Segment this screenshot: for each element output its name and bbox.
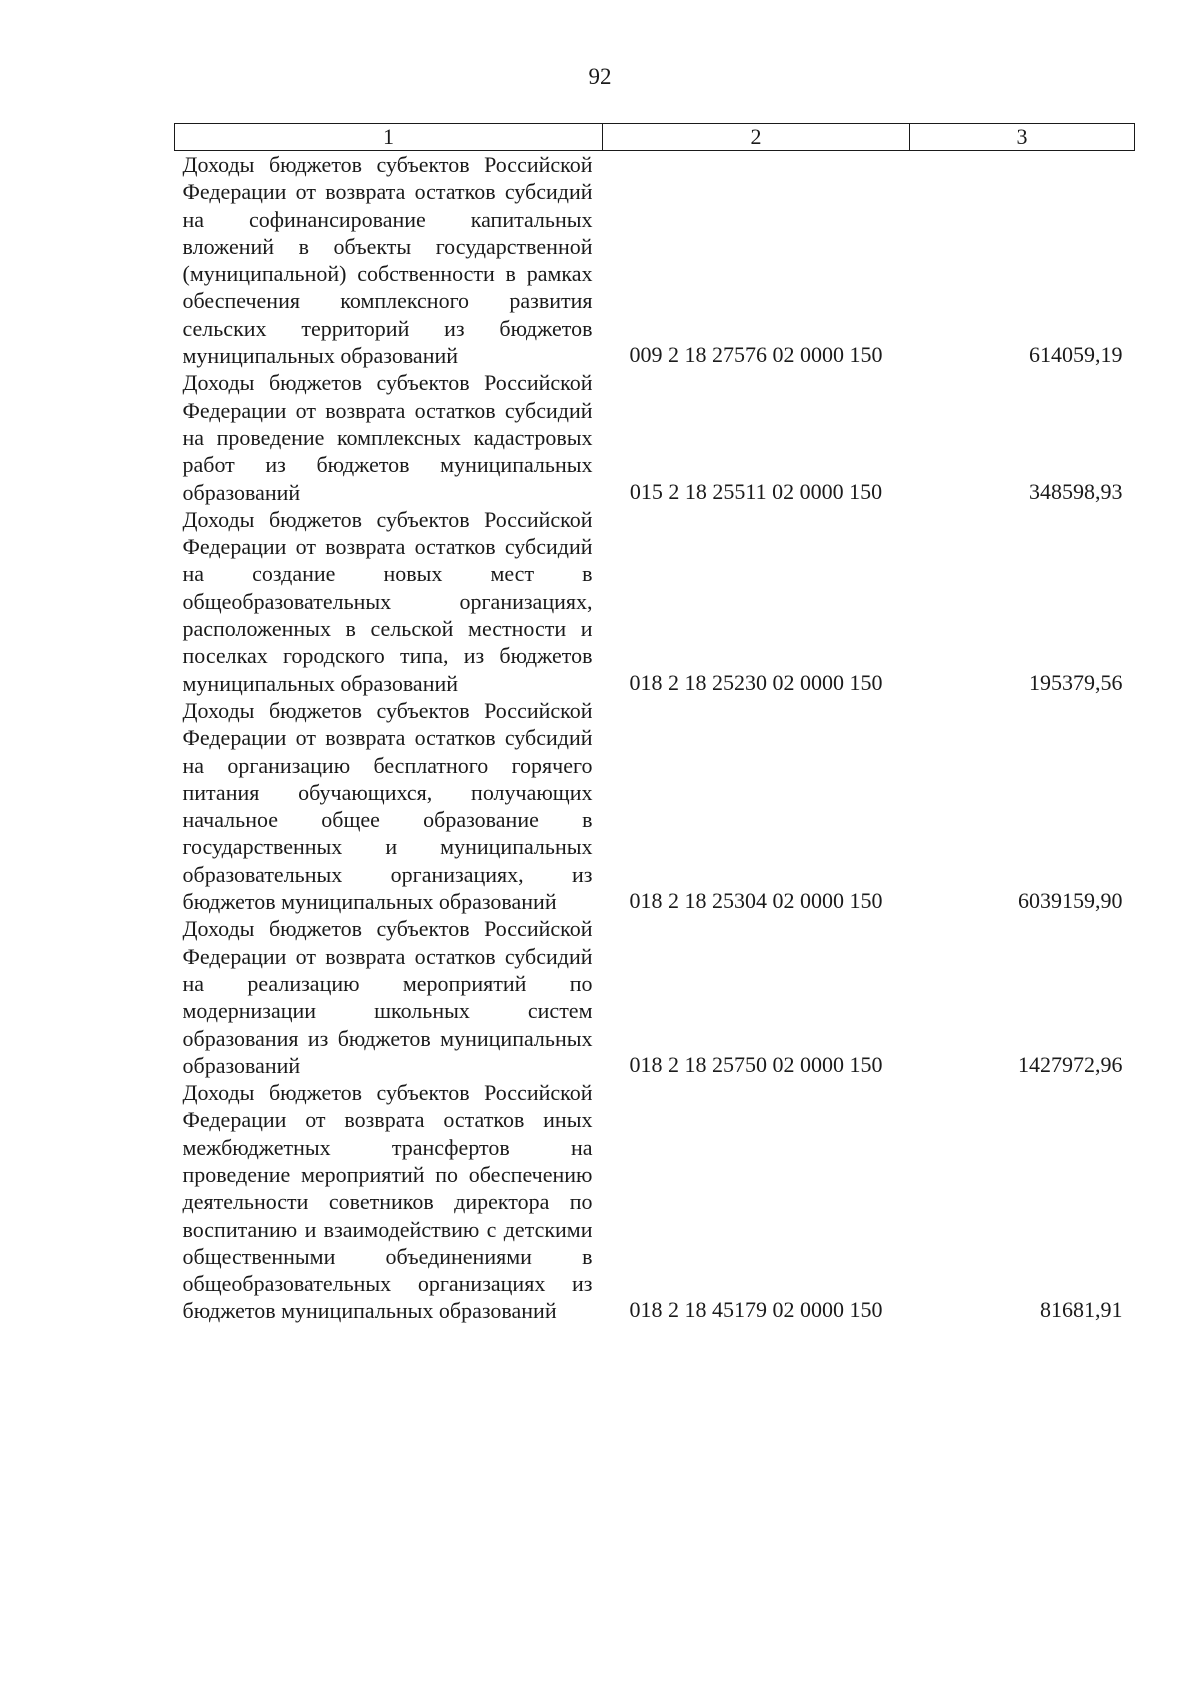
page-number: 92 (588, 64, 612, 89)
table-row (175, 1079, 1135, 1325)
row-description: Доходы бюджетов субъектов Российской Федерации от возврата остатков иных межбюджетных трансфертов на проведение мероприятий по обеспечению деятельности советников директора по воспитанию и взаимодействию с детскими общественными объединениями в общеобразовательных организациях из бюджетов муниципальных образований (182, 1080, 593, 1324)
row-amount: 348598,93 (1029, 478, 1123, 504)
table-row (175, 915, 1135, 1079)
row-budget-code: 015 2 18 25511 02 0000 150 (629, 478, 883, 504)
column-header-2: 2 (603, 124, 910, 151)
table-header-row (175, 124, 1135, 151)
table-row (175, 151, 1135, 370)
row-budget-code: 018 2 18 45179 02 0000 150 (629, 1297, 883, 1323)
row-description: Доходы бюджетов субъектов Российской Федерации от возврата остатков субсидий на проведение комплексных кадастровых работ из бюджетов муниципальных образований (182, 370, 593, 505)
row-amount: 1427972,96 (1018, 1051, 1123, 1077)
row-amount: 195379,56 (1029, 669, 1123, 695)
column-header-1: 1 (175, 124, 603, 151)
table-row (175, 506, 1135, 697)
row-budget-code: 018 2 18 25304 02 0000 150 (629, 888, 883, 914)
table-row (175, 369, 1135, 505)
budget-revenue-table (174, 123, 1135, 1325)
table-row (175, 697, 1135, 915)
row-budget-code: 018 2 18 25750 02 0000 150 (629, 1051, 883, 1077)
row-amount: 81681,91 (1040, 1297, 1123, 1323)
row-budget-code: 018 2 18 25230 02 0000 150 (629, 669, 883, 695)
row-description: Доходы бюджетов субъектов Российской Федерации от возврата остатков субсидий на организацию бесплатного горячего питания обучающихся, получающих начальное общее образование в государственных и муниципальных образовательных организациях, из бюджетов муниципальных образований (182, 697, 593, 915)
row-budget-code: 009 2 18 27576 02 0000 150 (629, 342, 883, 368)
column-header-3: 3 (910, 124, 1135, 151)
row-description: Доходы бюджетов субъектов Российской Федерации от возврата остатков субсидий на софинансирование капитальных вложений в объекты государственной (муниципальной) собственности в рамках обеспечения комплексного развития сельских территорий из бюджетов муниципальных образований (182, 152, 593, 369)
row-description: Доходы бюджетов субъектов Российской Федерации от возврата остатков субсидий на реализацию мероприятий по модернизации школьных систем образования из бюджетов муниципальных образований (182, 916, 593, 1078)
row-amount: 614059,19 (1029, 342, 1123, 368)
row-description: Доходы бюджетов субъектов Российской Федерации от возврата остатков субсидий на создание новых мест в общеобразовательных организациях, расположенных в сельской местности и поселках городского типа, из бюджетов муниципальных образований (182, 506, 593, 696)
row-amount: 6039159,90 (1018, 888, 1123, 914)
